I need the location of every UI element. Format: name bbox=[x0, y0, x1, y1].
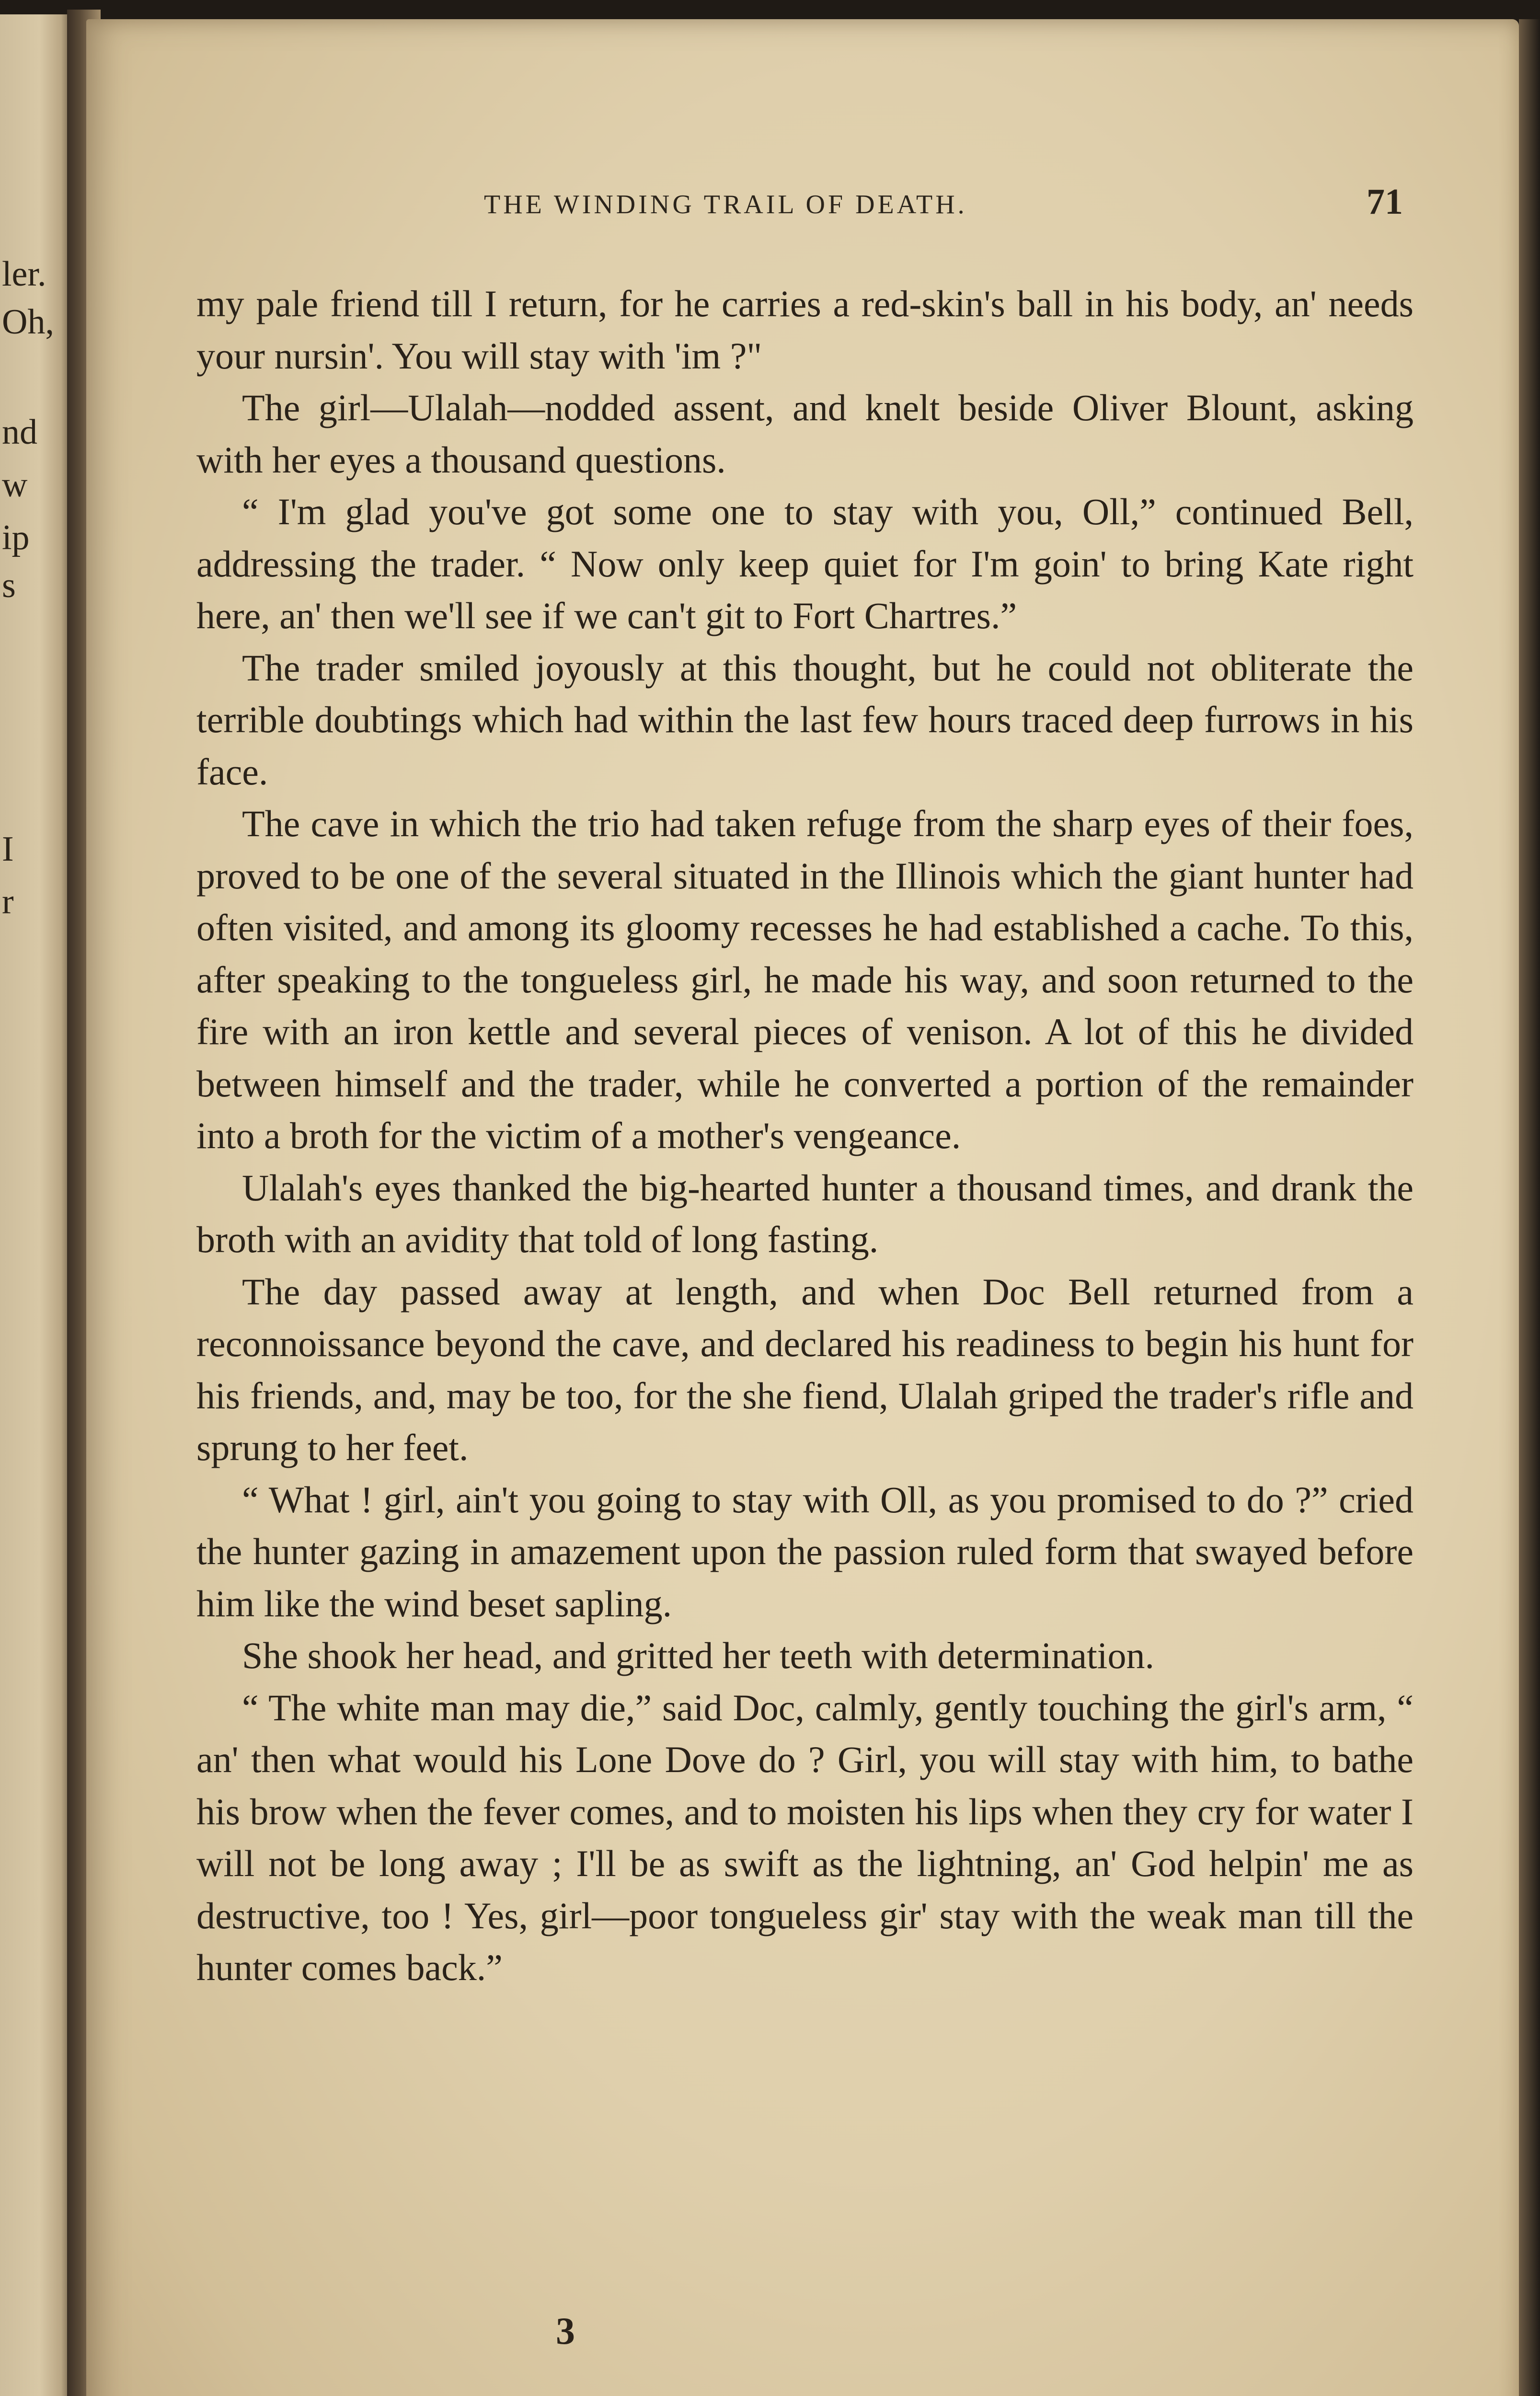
facing-page-fragment: s bbox=[2, 566, 16, 605]
facing-page-fragment: r bbox=[2, 882, 14, 922]
page-number: 71 bbox=[1367, 182, 1403, 222]
paragraph: “ The white man may die,” said Doc, calmly, gently touching the girl's arm, “ an' then what would his Lone Dove do ? Girl, you will stay with him, to bathe his brow when the fever comes, and to moisten his lips when they cry for water I will not be long away ; I'll be as swift as the lightning, an' God helpin' me as destructive, too ! Yes, girl—poor tongueless gir' stay with the weak man till the hunter comes back.” bbox=[196, 1686, 1414, 1988]
paragraph: my pale friend till I return, for he carries a red-skin's ball in his body, an' needs your nursin'. You will stay with 'im ?" bbox=[196, 283, 1414, 377]
paragraph: The cave in which the trio had taken refuge from the sharp eyes of their foes, proved to be one of the several situated in the Illinois which the giant hunter had often visited, and among its gloomy recesses he had established a cache. To this, after speaking to the tongueless girl, he made his way, and soon returned to the fire with an iron kettle and several pieces of venison. A lot of this he divided between himself and the trader, while he converted a portion of the remainder into a broth for the victim of a mother's vengeance. bbox=[196, 803, 1414, 1156]
book-page bbox=[86, 19, 1519, 2396]
paragraph: “ I'm glad you've got some one to stay with you, Oll,” continued Bell, addressing the trader. “ Now only keep quiet for I'm goin' to bring Kate right here, an' then we'll see if we can't git to Fort Chartres.” bbox=[196, 491, 1414, 636]
body-text bbox=[196, 278, 1414, 1994]
paragraph: Ulalah's eyes thanked the big-hearted hunter a thousand times, and drank the broth with an avidity that told of long fasting. bbox=[196, 1166, 1414, 1260]
page-right-edge bbox=[1519, 19, 1540, 2396]
running-head: THE WINDING TRAIL OF DEATH. bbox=[484, 190, 967, 219]
facing-page-fragment: I bbox=[2, 829, 14, 869]
facing-page-fragment: w bbox=[2, 465, 28, 505]
facing-page-edge bbox=[0, 14, 72, 2396]
signature-mark: 3 bbox=[556, 2310, 575, 2352]
paragraph: She shook her head, and gritted her teeth with determination. bbox=[242, 1635, 1154, 1676]
paragraph: The girl—Ulalah—nodded assent, and knelt beside Oliver Blount, asking with her eyes a thousand questions. bbox=[196, 387, 1414, 481]
paragraph: The trader smiled joyously at this thought, but he could not obliterate the terrible doubtings which had within the last few hours traced deep furrows in his face. bbox=[196, 646, 1414, 793]
paragraph: “ What ! girl, ain't you going to stay with Oll, as you promised to do ?” cried the hunter gazing in amazement upon the passion ruled form that swayed before him like the wind beset sapling. bbox=[196, 1478, 1414, 1624]
paragraph: The day passed away at length, and when Doc Bell returned from a reconnoissance beyond the cave, and declared his readiness to begin his hunt for his friends, and, may be too, for the she fiend, Ulalah griped the trader's rifle and sprung to her feet. bbox=[196, 1270, 1414, 1468]
facing-page-fragment: nd bbox=[2, 413, 37, 452]
facing-page-fragment: ler. bbox=[2, 254, 46, 294]
facing-page-fragment: Oh, bbox=[2, 302, 54, 342]
facing-page-fragment: ip bbox=[2, 518, 30, 557]
